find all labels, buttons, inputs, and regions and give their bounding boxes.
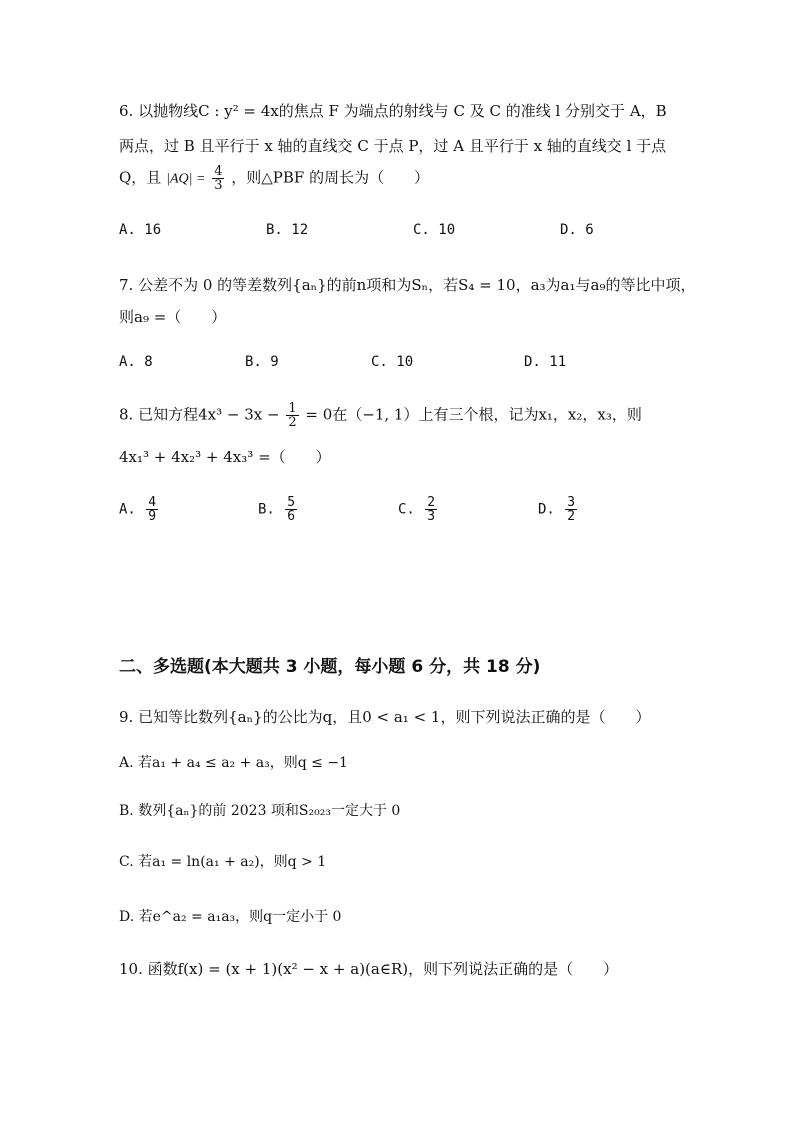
- q8-fraction: [286, 402, 298, 429]
- q8-option-b: [258, 496, 299, 523]
- q8-option-a-num: 4: [148, 495, 157, 510]
- q8-line1-post: = 0在（−1, 1）上有三个根，记为x₁，x₂，x₃，则: [305, 405, 642, 424]
- q6-line1: 6. 以抛物线C : y² = 4x的焦点 F 为端点的射线与 C 及 C 的准线 l 分别交于 A，B: [119, 102, 667, 120]
- q6-abs-aq: |AQ| =: [166, 171, 206, 187]
- q8-line1-pre: 8. 已知方程4x³ − 3x −: [119, 405, 280, 424]
- q8-line1: [119, 402, 642, 429]
- q7-option-a: A. 8: [119, 354, 153, 370]
- q8-option-c: [398, 496, 439, 523]
- q8-option-b-label: B.: [258, 501, 275, 518]
- q8-option-d-num: 3: [567, 495, 576, 510]
- q8-option-d-label: D.: [538, 501, 555, 518]
- q6-fraction: [212, 165, 224, 192]
- q8-option-b-num: 5: [287, 495, 296, 510]
- q8-frac-den: 2: [288, 415, 297, 430]
- q10-stem: 10. 函数f(x) = (x + 1)(x² − x + a)(a∈R)，则下列说法正确的是（ ）: [119, 960, 619, 978]
- q6-frac-den: 3: [214, 178, 223, 193]
- q8-option-c-num: 2: [427, 495, 436, 510]
- q8-line2: 4x₁³ + 4x₂³ + 4x₃³ =（ ）: [119, 448, 331, 466]
- q7-line1: 7. 公差不为 0 的等差数列{aₙ}的前n项和为Sₙ，若S₄ = 10，a₃为a₁与a₉的等比中项，: [119, 276, 696, 294]
- q8-option-c-fraction: [425, 496, 437, 523]
- q6-line3: [119, 165, 429, 192]
- q8-option-a: [119, 496, 160, 523]
- q6-option-d: D. 6: [560, 222, 594, 238]
- q6-option-a: A. 16: [119, 222, 162, 238]
- q9-option-a: A. 若a₁ + a₄ ≤ a₂ + a₃，则q ≤ −1: [119, 755, 348, 771]
- q6-option-b: B. 12: [266, 222, 309, 238]
- q8-option-a-den: 9: [148, 509, 157, 524]
- q9-option-c: C. 若a₁ = ln(a₁ + a₂)，则q > 1: [119, 854, 327, 870]
- section-heading-multiple-choice: 二、多选题(本大题共 3 小题，每小题 6 分，共 18 分): [119, 657, 541, 677]
- q8-option-c-den: 3: [427, 509, 436, 524]
- q8-frac-num: 1: [288, 401, 297, 416]
- q6-frac-num: 4: [214, 164, 223, 179]
- q9-option-b: B. 数列{aₙ}的前 2023 项和S₂₀₂₃一定大于 0: [119, 803, 401, 819]
- q6-option-c: C. 10: [413, 222, 456, 238]
- q6-line2: 两点，过 B 且平行于 x 轴的直线交 C 于点 P，过 A 且平行于 x 轴的直线交 l 于点: [119, 137, 667, 155]
- q9-option-d: D. 若e^a₂ = a₁a₃，则q一定小于 0: [119, 909, 342, 925]
- q7-option-c: C. 10: [371, 354, 414, 370]
- q6-line3-pre: Q，且: [119, 168, 162, 187]
- q7-option-b: B. 9: [245, 354, 279, 370]
- q8-option-a-label: A.: [119, 501, 136, 518]
- q7-option-d: D. 11: [524, 354, 567, 370]
- q8-option-d: [538, 496, 579, 523]
- q8-option-c-label: C.: [398, 501, 415, 518]
- q8-option-a-fraction: [146, 496, 158, 523]
- q7-line2: 则a₉ =（ ）: [119, 308, 227, 326]
- q8-option-b-den: 6: [287, 509, 296, 524]
- q9-stem: 9. 已知等比数列{aₙ}的公比为q，且0 < a₁ < 1，则下列说法正确的是（ ）: [119, 708, 651, 726]
- q8-option-d-fraction: [565, 496, 577, 523]
- q8-option-b-fraction: [285, 496, 297, 523]
- q8-option-d-den: 2: [567, 509, 576, 524]
- q6-line3-post: ，则△PBF 的周长为（ ）: [231, 168, 430, 187]
